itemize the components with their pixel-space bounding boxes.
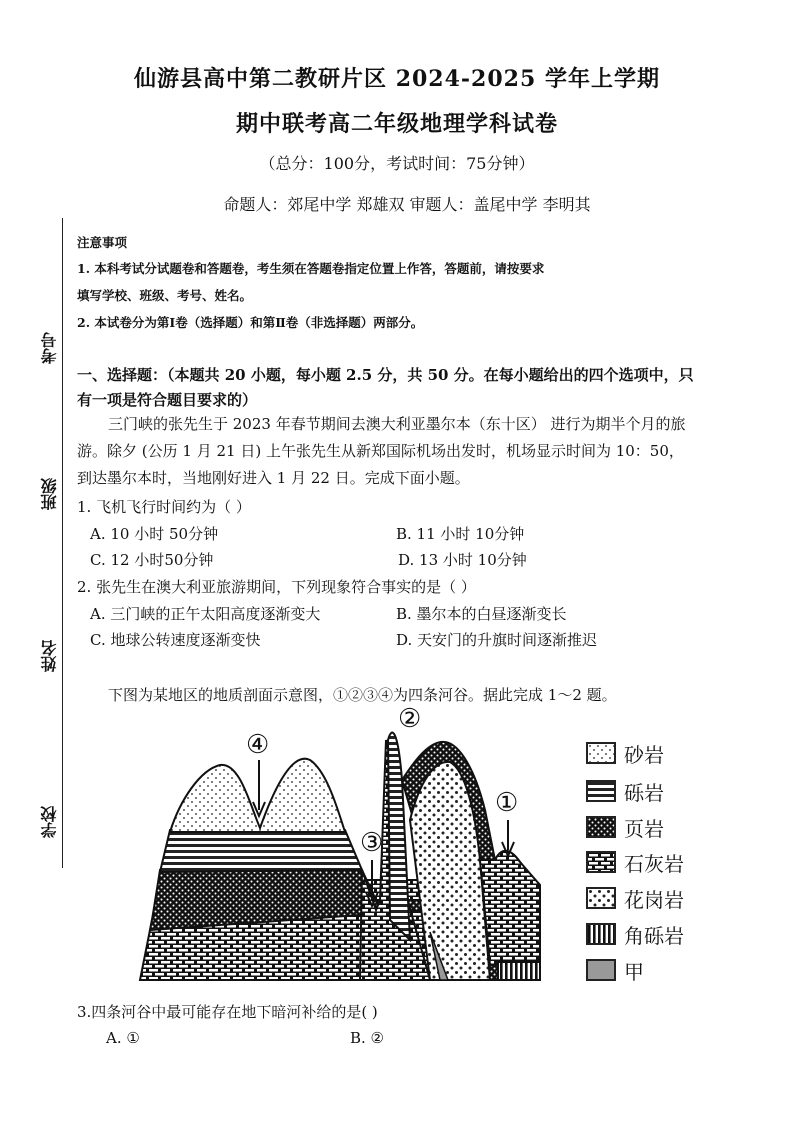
question-1-option-c[interactable]: C. 12 小时50分钟: [90, 551, 214, 569]
question-2-option-c[interactable]: C. 地球公转速度逐渐变快: [90, 631, 261, 649]
question-2-option-a[interactable]: A. 三门峡的正午太阳高度逐渐变大: [90, 605, 321, 623]
question-1-option-d[interactable]: D. 13 小时 10分钟: [398, 551, 527, 569]
legend-conglomerate: 砾岩: [586, 776, 664, 806]
question-2-option-d[interactable]: D. 天安门的升旗时间逐渐推迟: [396, 631, 598, 649]
binding-line: [62, 218, 63, 868]
question-2-option-b[interactable]: B. 墨尔本的白昼逐渐变长: [396, 605, 567, 623]
conglomerate-swatch: [586, 780, 616, 802]
legend-jia: 甲: [586, 955, 644, 985]
passage-line2: 游。除夕 (公历 1 月 21 日) 上午张先生从新郑国际机场出发时，机场显示时间为 10：50，: [77, 442, 684, 460]
granite-swatch: [586, 887, 616, 909]
sandstone-swatch: [586, 742, 616, 764]
conglomerate-layer-left: [160, 830, 362, 872]
question-3-stem: 3.四条河谷中最可能存在地下暗河补给的是( ): [77, 1003, 378, 1021]
exam-title-line1: 仙游县高中第二教研片区 2024-2025 学年上学期: [134, 66, 660, 92]
legend-granite: 花岗岩: [586, 883, 684, 913]
sandstone-cap-left: [170, 759, 345, 832]
question-1-option-b[interactable]: B. 11 小时 10分钟: [396, 525, 525, 543]
jia-swatch: [586, 959, 616, 981]
geologic-section-figure: [130, 700, 570, 990]
legend-shale: 页岩: [586, 812, 664, 842]
conglomerate-ridge: [388, 733, 410, 940]
legend-breccia: 角砾岩: [586, 919, 684, 949]
valley-marker-4: ④: [246, 730, 270, 760]
shale-swatch: [586, 816, 616, 838]
section-heading-line2: 有一项是符合题目要求的）: [77, 391, 258, 409]
legend-limestone: 石灰岩: [586, 847, 684, 877]
score-info: （总分：100分，考试时间：75分钟）: [259, 154, 535, 173]
question-1-option-a[interactable]: A. 10 小时 50分钟: [90, 525, 219, 543]
side-label-xuexiao: 学校: [40, 806, 59, 838]
valley-marker-1: ①: [495, 788, 519, 818]
passage-line1: 三门峡的张先生于 2023 年春节期间去澳大利亚墨尔本（东十区） 进行为期半个月的旅: [108, 415, 686, 433]
limestone-swatch: [586, 851, 616, 873]
valley-marker-3: ③: [360, 828, 384, 858]
side-label-kaohao: 考号: [40, 332, 59, 364]
passage-line3: 到达墨尔本时，当地刚好进入 1 月 22 日。完成下面小题。: [77, 469, 470, 487]
note-2: 2. 本试卷分为第Ⅰ卷（选择题）和第Ⅱ卷（非选择题）两部分。: [77, 315, 424, 330]
side-label-xingming: 姓名: [40, 640, 59, 672]
question-1-stem: 1. 飞机飞行时间约为（ ）: [77, 498, 251, 516]
section-heading-line1: 一、选择题：（本题共 20 小题，每小题 2.5 分，共 50 分。在每小题给出的四个选项中，只: [77, 366, 694, 384]
exam-title-line2: 期中联考高二年级地理学科试卷: [235, 111, 558, 137]
valley-marker-2: ②: [398, 704, 422, 734]
question-3-option-a[interactable]: A. ①: [106, 1029, 140, 1047]
legend-sandstone: 砂岩: [586, 738, 664, 768]
side-label-banji: 班级: [40, 478, 59, 510]
author-info: 命题人：郊尾中学 郑雄双 审题人：盖尾中学 李明其: [223, 195, 591, 214]
limestone-right: [480, 851, 540, 965]
breccia-block: [498, 962, 540, 980]
notes-heading: 注意事项: [77, 235, 128, 250]
figure-intro: 下图为某地区的地质剖面示意图，①②③④为四条河谷。据此完成 1～2 题。: [108, 686, 617, 704]
note-1b: 填写学校、班级、考号、姓名。: [77, 288, 253, 303]
question-2-stem: 2. 张先生在澳大利亚旅游期间，下列现象符合事实的是（ ）: [77, 578, 476, 596]
breccia-swatch: [586, 923, 616, 945]
question-3-option-b[interactable]: B. ②: [350, 1029, 385, 1047]
note-1a: 1. 本科考试分试题卷和答题卷，考生须在答题卷指定位置上作答，答题前，请按要求: [77, 261, 545, 276]
